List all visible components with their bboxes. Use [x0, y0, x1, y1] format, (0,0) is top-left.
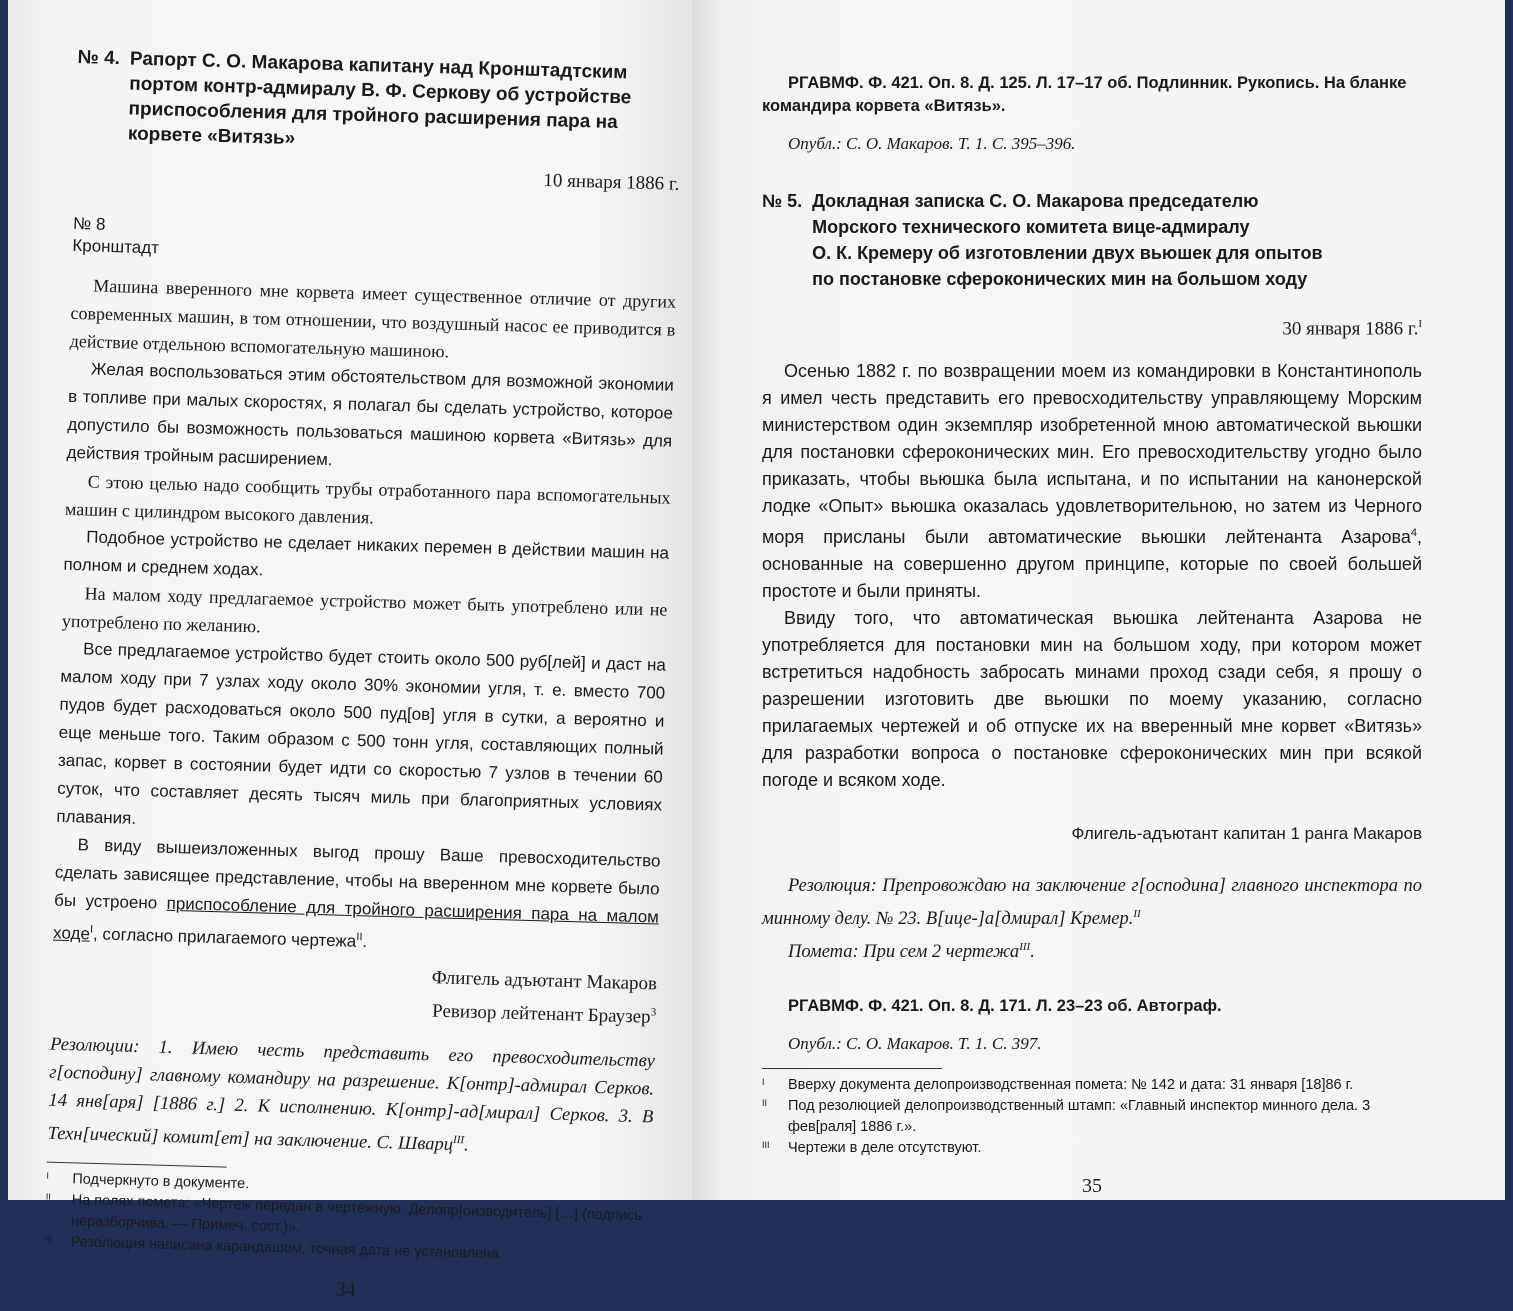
annotation-text: Помета: При сем 2 чертежа	[788, 942, 1020, 963]
paragraph: Желая воспользоваться этим обстоятельством для возможной экономии в топливе при малых скоростях, я полагал бы сделать устройство, которое допустило бы возможность пользоваться машиною корвета «Витязь» для действия тройным расширением.	[66, 359, 674, 470]
footnote-text: Чертежи в деле отсутствуют.	[788, 1139, 982, 1156]
left-page	[8, 0, 692, 1302]
footnote-text: Вверху документа делопроизводственная помета: № 142 и дата: 31 января [18]86 г.	[788, 1076, 1354, 1093]
paragraph	[53, 831, 661, 965]
right-page	[692, 0, 1505, 1200]
title-line: Морского технического комитета вице-адмиралу	[812, 217, 1250, 237]
page-number: 34	[335, 1278, 357, 1302]
paragraph-text: .	[362, 931, 368, 952]
archive-reference: РГАВМФ. Ф. 421. Оп. 8. Д. 125. Л. 17–17 об. Подлинник. Рукопись. На бланке командира корвета «Витязь».	[762, 74, 1407, 115]
footnote-text: На полях помета: «Чертеж передан в чертежную. Делопр[оизводитель] […] (подпись неразборчива. — Примеч. сост.)».	[70, 1192, 642, 1236]
paragraph: На малом ходу предлагаемое устройство может быть употреблено или не употреблено по желанию.	[61, 583, 668, 637]
document-title: Рапорт С. О. Макарова капитану над Кронштадтским портом контр-адмиралу В. Ф. Серкову об устройстве приспособления для тройного расширения пара на корвете «Витязь»	[127, 48, 632, 150]
page-number: 35	[1082, 1174, 1102, 1197]
footnote-ref: I	[1418, 318, 1422, 330]
footnote-mark: I	[762, 1076, 765, 1087]
resolution-text: .	[463, 1135, 469, 1156]
document-date: 10 января 1886 г.	[543, 170, 680, 195]
resolution-text: Резолюции: 1. Имею честь представить его превосходительству г[осподину] главному командиру на разрешение. К[онтр]-адмирал Серков. 14 янв[аря] [1886 г.] 2. К исполнению. К[онтр]-ад[мирал] Серков. 3. В Техн[ический] комит[ет] на заключение. С. Шварц	[47, 1034, 656, 1156]
footnote-ref: 4	[1410, 527, 1417, 540]
note-body	[762, 358, 1422, 794]
paragraph	[762, 358, 1422, 605]
document-heading	[762, 188, 1422, 292]
footnote-mark: I	[46, 1170, 50, 1181]
reference-number: № 8	[72, 213, 106, 234]
paragraph: Все предлагаемое устройство будет стоить около 500 руб[лей] и даст на малом ходу при 7 узлах ходу около 30% экономии угля, т. е. вместо 700 пудов будет расходоваться около 500 пуд[ов] угля в сутки, а вероятно и еще меньше того. Таким образом с 500 тонн угля, составляющих полный запас, корвет в состоянии будет идти со скоростью 7 узлов в течении 60 суток, что составляет десять тысяч миль при благоприятных условиях плавания.	[56, 639, 667, 828]
footnote-ref: III	[1019, 941, 1031, 954]
paragraph-text: , согласно прилагаемого чертежа	[92, 924, 357, 951]
signature-1: Флигель адъютант Макаров	[431, 966, 658, 995]
footnote-mark: II	[762, 1097, 768, 1108]
footnote-ref: III	[452, 1133, 465, 1147]
title-line: О. К. Кремеру об изготовлении двух вьюшек для опытов	[812, 243, 1323, 263]
footnote-ref: II	[356, 931, 363, 944]
title-line: по постановке сфероконических мин на большом ходу	[812, 269, 1308, 289]
resolution-text: Резолюция: Препровождаю на заключение г[осподина] главного инспектора по минному делу. № 23. В[ице-]а[дмирал] Кремер.	[762, 876, 1422, 930]
footnote-ref: I	[89, 923, 94, 936]
footnote-divider	[47, 1162, 227, 1168]
publication-reference: Опубл.: С. О. Макаров. Т. 1. С. 395–396.	[788, 134, 1076, 153]
footnote	[762, 1096, 1422, 1138]
paragraph: Машина вверенного мне корвета имеет существенное отличие от других современных машин, в том отношении, что воздушный насос ее приводится в действие отдельною вспомогательную машиною.	[69, 275, 677, 362]
annotation-text: .	[1030, 942, 1035, 963]
document-date	[762, 318, 1422, 340]
paragraph-text: Осенью 1882 г. по возвращении моем из командировки в Константинополь я имел честь представить его превосходительству управляющему Морским министерством один экземпляр изобретенной мною автоматической вьюшки для постановки сфероконических мин. Его превосходительству угодно было приказать, чтобы вьюшка была испытана, и по испытании на канонерской лодке «Опыт» вьюшка оказалась удовлетворительною, но затем из Черного моря присланы были автоматические вьюшки лейтенанта Азарова	[762, 361, 1422, 548]
footnotes	[44, 1169, 651, 1270]
footnote-mark: III	[44, 1233, 53, 1244]
footnote-text: Подчеркнуто в документе.	[72, 1171, 250, 1193]
left-page-content	[43, 45, 683, 1311]
footnote-ref: II	[1133, 908, 1141, 921]
paragraph: С этою целью надо сообщить трубы отработанного пара вспомогательных машин с цилиндром высокого давления.	[64, 471, 671, 528]
footnote-mark: II	[45, 1191, 51, 1202]
signature: Флигель-адъютант капитан 1 ранга Макаров	[1071, 824, 1422, 844]
footnote-mark: III	[762, 1139, 770, 1150]
publication-reference: Опубл.: С. О. Макаров. Т. 1. С. 397.	[788, 1033, 1042, 1053]
footnote	[762, 1138, 1422, 1159]
date-text: 30 января 1886 г.	[1282, 318, 1419, 340]
archive-reference: РГАВМФ. Ф. 421. Оп. 8. Д. 171. Л. 23–23 об. Автограф.	[788, 996, 1222, 1015]
resolution	[762, 872, 1422, 933]
paragraph: Подобное устройство не сделает никаких перемен в действии машин на полном и среднем ходах.	[63, 527, 670, 580]
paragraph-text: В виду вышеизложенных выгод прошу Ваше превосходительство сделать зависящее представление, чтобы на вверенном мне корвете было бы устроено	[53, 835, 661, 913]
signature-text: Ревизор лейтенант Браузер	[431, 1000, 651, 1028]
document-heading	[75, 45, 683, 162]
report-body	[53, 271, 677, 964]
place: Кронштадт	[72, 235, 160, 258]
footnote-text: Под резолюцией делопроизводственный штамп: «Главный инспектор минного дела. 3 фев[раля] 1886 г.».	[788, 1097, 1371, 1135]
footnote	[762, 1075, 1422, 1096]
resolution	[47, 1031, 655, 1165]
footnote-ref: 3	[650, 1006, 657, 1019]
underlined-text: приспособление для тройного расширения пара на малом ходе	[52, 893, 660, 944]
document-number: № 4.	[77, 46, 121, 70]
annotation	[762, 933, 1422, 966]
right-page-content	[762, 72, 1422, 1198]
paragraph: Ввиду того, что автоматическая вьюшка лейтенанта Азарова не употребляется для постановки мин на большом ходу, при котором может встретиться надобность забросать минами проход сзади себя, я прошу о разрешении изготовить две вьюшки по моему указанию, согласно прилагаемых чертежей и об отпуске их на вверенный мне корвет «Витязь» для разработки вопроса о постановке сфероконических мин при всякой погоде и всяком ходе.	[762, 608, 1422, 791]
title-line: Докладная записка С. О. Макарова председателю	[812, 191, 1259, 211]
paragraph-text: , основанные на совершенно другом принципе, которые по своей большей простоте и были приняты.	[762, 527, 1422, 602]
footnote-text: Резолюция написана карандашом, точная дата не установлена.	[70, 1234, 504, 1263]
footnote-divider	[762, 1068, 942, 1069]
document-number: № 5.	[762, 191, 803, 211]
footnotes	[762, 1075, 1422, 1159]
document-title	[812, 188, 1422, 292]
